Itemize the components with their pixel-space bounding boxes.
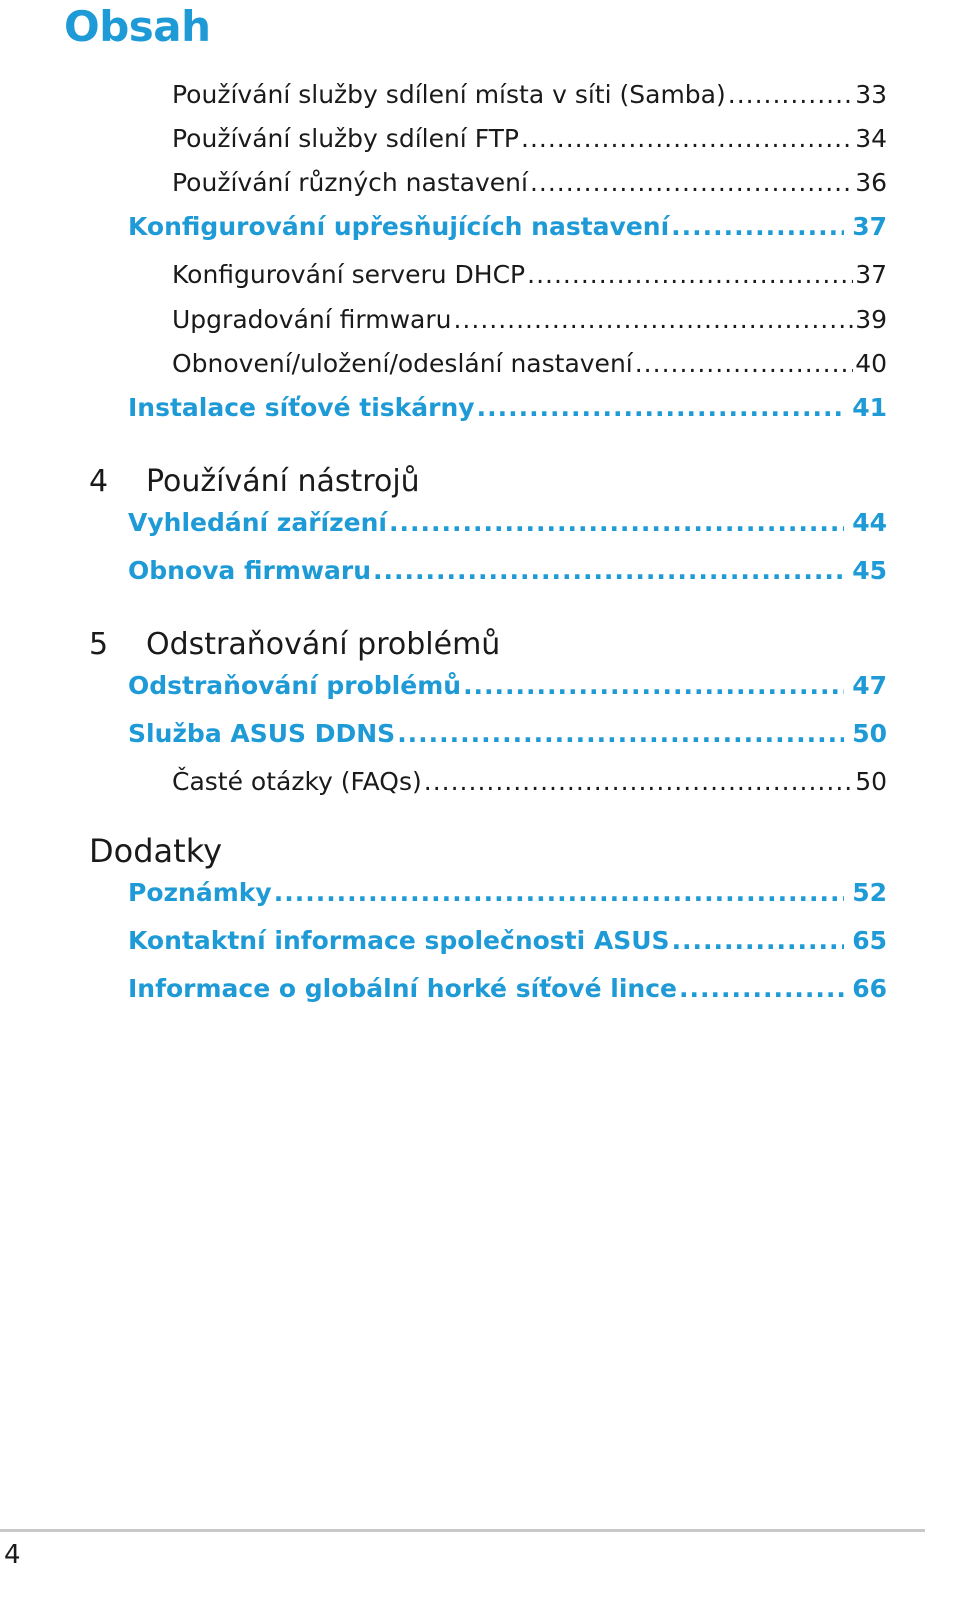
dot-leader [530, 168, 853, 197]
toc-entry-page: 47 [852, 671, 887, 700]
toc-section-entry[interactable] [128, 393, 887, 422]
toc-section-entry[interactable] [128, 508, 887, 537]
toc-section-entry[interactable] [128, 878, 887, 907]
toc-entry-page: 34 [855, 124, 887, 153]
toc-section-entry[interactable] [128, 671, 887, 700]
dot-leader [672, 926, 845, 955]
toc-entry[interactable] [172, 124, 887, 153]
dot-leader [274, 878, 845, 907]
chapter-number: 4 [89, 464, 109, 499]
toc-entry-page: 45 [852, 556, 887, 585]
toc-entry-page: 52 [852, 878, 887, 907]
toc-entry-label: Používání služby sdílení FTP [172, 124, 519, 153]
appendix-heading[interactable]: Dodatky [89, 832, 223, 870]
chapter-number: 5 [89, 627, 109, 662]
page-title: Obsah [64, 2, 211, 51]
dot-leader [679, 974, 844, 1003]
footer-divider [0, 1529, 925, 1532]
toc-entry-page: 41 [852, 393, 887, 422]
toc-entry-label: Obnova firmwaru [128, 556, 371, 585]
toc-entry[interactable] [172, 305, 887, 334]
toc-section-entry[interactable] [128, 719, 887, 748]
dot-leader [424, 767, 853, 796]
toc-section-entry[interactable] [128, 926, 887, 955]
toc-entry-label: Odstraňování problémů [128, 671, 462, 700]
toc-entry[interactable] [172, 767, 887, 796]
toc-entry-label: Upgradování firmwaru [172, 305, 452, 334]
toc-entry-page: 66 [852, 974, 887, 1003]
toc-entry-label: Kontaktní informace společnosti ASUS [128, 926, 670, 955]
toc-entry-label: Instalace síťové tiskárny [128, 393, 475, 422]
toc-entry-page: 37 [855, 260, 887, 289]
toc-entry-label: Informace o globální horké síťové lince [128, 974, 677, 1003]
toc-entry[interactable] [172, 80, 887, 109]
toc-entry-page: 65 [852, 926, 887, 955]
toc-entry-label: Služba ASUS DDNS [128, 719, 396, 748]
chapter-heading[interactable] [89, 464, 420, 499]
chapter-title: Odstraňování problémů [146, 627, 501, 662]
toc-entry-label: Používání služby sdílení místa v síti (Samba) [172, 80, 726, 109]
toc-entry[interactable] [172, 260, 887, 289]
dot-leader [521, 124, 853, 153]
toc-entry-label: Konfigurování upřesňujících nastavení [128, 212, 670, 241]
toc-entry-page: 36 [855, 168, 887, 197]
toc-entry-page: 39 [855, 305, 887, 334]
toc-entry[interactable] [172, 349, 887, 378]
toc-section-entry[interactable] [128, 212, 887, 241]
dot-leader [463, 671, 844, 700]
toc-entry-page: 33 [855, 80, 887, 109]
toc-section-entry[interactable] [128, 974, 887, 1003]
toc-entry-page: 40 [855, 349, 887, 378]
toc-section-entry[interactable] [128, 556, 887, 585]
dot-leader [389, 508, 844, 537]
chapter-heading[interactable] [89, 627, 500, 662]
dot-leader [671, 212, 844, 241]
dot-leader [477, 393, 845, 422]
toc-entry-page: 50 [852, 719, 887, 748]
toc-entry-page: 44 [852, 508, 887, 537]
dot-leader [397, 719, 844, 748]
toc-entry[interactable] [172, 168, 887, 197]
toc-entry-label: Používání různých nastavení [172, 168, 528, 197]
toc-entry-label: Konfigurování serveru DHCP [172, 260, 526, 289]
chapter-title: Používání nástrojů [146, 464, 420, 499]
dot-leader [453, 305, 853, 334]
toc-entry-page: 50 [855, 767, 887, 796]
dot-leader [527, 260, 853, 289]
toc-entry-label: Obnovení/uložení/odeslání nastavení [172, 349, 633, 378]
toc-entry-label: Poznámky [128, 878, 272, 907]
footer-page-number: 4 [4, 1540, 21, 1570]
toc-entry-label: Vyhledání zařízení [128, 508, 387, 537]
dot-leader [728, 80, 853, 109]
dot-leader [373, 556, 844, 585]
dot-leader [635, 349, 853, 378]
toc-entry-page: 37 [852, 212, 887, 241]
toc-entry-label: Časté otázky (FAQs) [172, 767, 422, 796]
